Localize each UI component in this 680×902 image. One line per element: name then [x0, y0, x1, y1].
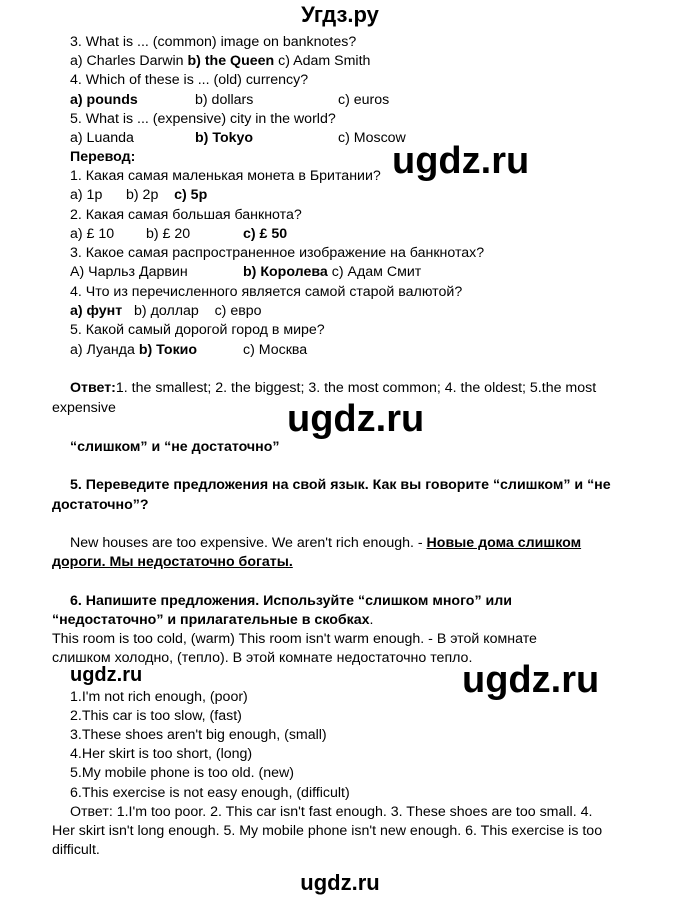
translation-q2-option-c: c) £ 50 [243, 226, 288, 242]
translation-q3-options-bc [243, 263, 421, 281]
translation-q2-option-b: b) £ 20 [146, 226, 191, 242]
task6-item: 3.These shoes aren't big enough, (small) [70, 727, 327, 743]
option-b: b) 2p [126, 187, 159, 203]
quiz-q3-options [70, 52, 370, 70]
translation-q1: 1. Какая самая маленькая монета в Британии? [70, 168, 381, 184]
task6-item: 6.This exercise is not easy enough, (difficult) [70, 785, 350, 801]
task6-line1: 6. Напишите предложения. Используйте “слишком много” или [70, 593, 512, 609]
translation-q1-options [70, 186, 207, 204]
watermark: ugdz.ru [70, 664, 143, 686]
watermark: ugdz.ru [392, 140, 530, 182]
option-b: b) доллар [134, 303, 199, 319]
task6-line2 [52, 611, 374, 629]
task6-example1: This room is too cold, (warm) This room isn't warm enough. - В этой комнате [52, 631, 537, 647]
translation-q5-option-c: c) Москва [243, 342, 308, 358]
task5-example-line2: дороги. Мы недостаточно богаты. [52, 554, 293, 570]
answer-1-line1 [70, 379, 596, 397]
answer-text: 1. the smallest; 2. the biggest; 3. the most common; 4. the oldest; 5.the most [115, 380, 597, 396]
option-b: b) Королева [243, 264, 328, 280]
option-b: b) the Queen [187, 53, 275, 69]
quiz-q3: 3. What is ... (common) image on banknotes? [70, 34, 357, 50]
option-c: c) Адам Смит [331, 264, 422, 280]
task5-example-line1 [70, 534, 581, 552]
example-ru: Новые дома слишком [426, 535, 582, 551]
option-a: a) Charles Darwin [70, 53, 184, 69]
option-a: a) Луанда [70, 342, 135, 358]
task5-line1: 5. Переведите предложения на свой язык. Как вы говорите “слишком” и “не [70, 477, 611, 493]
task6-item: 4.Her skirt is too short, (long) [70, 746, 253, 762]
quiz-q5-option-a: a) Luanda [70, 130, 134, 146]
translation-q2-option-a: a) £ 10 [70, 226, 115, 242]
task6-item: 5.My mobile phone is too old. (new) [70, 765, 294, 781]
quiz-q4: 4. Which of these is ... (old) currency? [70, 72, 309, 88]
task6-answer3: difficult. [52, 842, 100, 858]
translation-q3-option-a: А) Чарльз Дарвин [70, 264, 188, 280]
translation-q3: 3. Какое самая распространенное изображение на банкнотах? [70, 245, 485, 261]
option-c: c) 5p [174, 187, 208, 203]
answer-1-line2: expensive [52, 400, 116, 416]
quiz-q4-option-a: a) pounds [70, 92, 138, 108]
translation-q4-options [70, 302, 262, 320]
task6-item: 1.I'm not rich enough, (poor) [70, 689, 248, 705]
task5-line2: достаточно”? [52, 497, 149, 513]
answer-label: Ответ: [70, 380, 116, 396]
translation-q4: 4. Что из перечисленного является самой старой валютой? [70, 284, 463, 300]
example-en: New houses are too expensive. We aren't rich enough. - [70, 535, 427, 551]
task6-answer2: Her skirt isn't long enough. 5. My mobile phone isn't new enough. 6. This exercise is too [52, 823, 603, 839]
watermark: ugdz.ru [287, 398, 425, 440]
translation-title: Перевод: [70, 149, 136, 165]
quiz-q5-option-b: b) Tokyo [195, 130, 254, 146]
translation-q5: 5. Какой самый дорогой город в мире? [70, 322, 325, 338]
section-title: “слишком” и “не достаточно” [70, 439, 280, 455]
translation-q5-options [70, 341, 197, 359]
option-a: a) 1p [70, 187, 103, 203]
option-c: c) Adam Smith [278, 53, 371, 69]
task6-example2: слишком холодно, (тепло). В этой комнате недостаточно тепло. [52, 650, 473, 666]
translation-q2: 2. Какая самая большая банкнота? [70, 207, 302, 223]
task6-line2-dot: . [369, 612, 374, 628]
quiz-q5: 5. What is ... (expensive) city in the world? [70, 111, 336, 127]
quiz-q5-option-c: c) Moscow [338, 130, 406, 146]
quiz-q4-option-b: b) dollars [195, 92, 254, 108]
task6-line2-text: “недостаточно” и прилагательные в скобках [52, 612, 370, 628]
quiz-q4-option-c: c) euros [338, 92, 390, 108]
task6-answer1: Ответ: 1.I'm too poor. 2. This car isn't fast enough. 3. These shoes are too small. 4. [70, 804, 593, 820]
watermark: ugdz.ru [300, 870, 380, 895]
task6-item: 2.This car is too slow, (fast) [70, 708, 242, 724]
option-b: b) Токио [138, 342, 198, 358]
option-c: c) евро [214, 303, 262, 319]
site-header: Угдз.ру [301, 2, 379, 27]
watermark: ugdz.ru [462, 659, 600, 701]
option-a: a) фунт [70, 303, 123, 319]
